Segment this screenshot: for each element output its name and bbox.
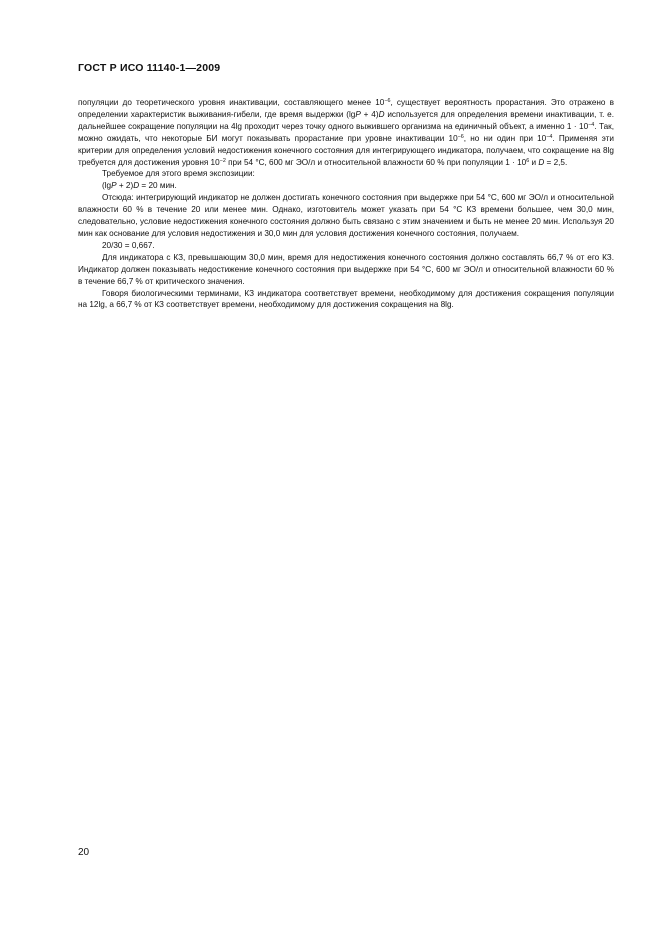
formula-ratio: 20/30 = 0,667. <box>102 240 155 250</box>
text-run: . Применяя эти критерии для определения условий недостижения конечного состояния для интегрирующего индикатора, получаем, что сокращение на 8lg требуется для достижения уровня 10 <box>78 133 614 167</box>
formula-variable: D <box>133 181 140 191</box>
text-run: + 2) <box>116 181 134 191</box>
exponent: 6 <box>526 157 530 164</box>
page-number: 20 <box>78 847 90 858</box>
text-run: = 20 мин. <box>139 181 177 191</box>
document-body <box>78 97 614 311</box>
text-run: = 2,5. <box>544 157 568 167</box>
formula-variable: D <box>538 157 545 167</box>
document-header: ГОСТ Р ИСО 11140-1—2009 <box>78 62 221 74</box>
paragraph-biological-terms: Говоря биологическими терминами, КЗ индикатора соответствует времени, необходимому для достижения сокращения популяции на 12lg, а 66,7 % от КЗ соответствует времени, необходимому для достижения сокращения на 8lg. <box>78 288 614 310</box>
formula-variable: P <box>111 181 117 191</box>
text-run: (lg <box>102 181 112 191</box>
text-run: , но ни один при 10 <box>463 133 547 143</box>
paragraph-continuation <box>78 97 614 168</box>
exponent: −6 <box>384 98 391 104</box>
text-run: при 54 °С, 600 мг ЭО/л и относительной влажности 60 % при популяции 1 · 10 <box>225 157 527 167</box>
paragraph-exposure-time: Требуемое для этого время экспозиции: <box>102 169 255 179</box>
exponent: −4 <box>546 133 553 140</box>
paragraph-indicator-requirement: Для индикатора с КЗ, превышающим 30,0 мин, время для недостижения конечного состояния должно составлять 66,7 % от его КЗ. Индикатор должен показывать недостижение конечного состояния при выдержке при 54 °С, 600 мг ЭО/л и относительной влажности 60 % в течение 66,7 % от критического значения. <box>78 252 614 286</box>
text-run: популяции до теоретического уровня инактивации, составляющего менее 10 <box>78 98 385 107</box>
text-run: . Так, можно ожидать, что некоторые БИ могут показывать прорастание при уровне инактивации 10 <box>78 121 614 143</box>
formula-variable: D <box>378 109 385 119</box>
text-run: , существует вероятность прорастания. Это отражено в определении характеристик выживания-гибели, где время выдержки (lg <box>78 98 614 119</box>
formula-variable: P <box>355 109 361 119</box>
text-run: используется для определения времени инактивации, т. е. дальнейшее сокращение популяции на 4lg проходит через точку одного выжившего организма на единичный объект, а именно 1 · 10 <box>78 109 615 131</box>
text-run: + 4) <box>360 109 379 119</box>
formula-exposure <box>78 180 614 192</box>
exponent: −6 <box>457 133 464 140</box>
exponent: −2 <box>219 157 226 164</box>
paragraph-conclusion: Отсюда: интегрирующий индикатор не должен достигать конечного состояния при выдержке при 54 °С, 600 мг ЭО/л и относительной влажности 60 % в течение 20 или менее мин. Однако, изготовитель может указать при 54 °С КЗ времени большее, чем 30,0 мин, следовательно, условие недостижения конечного состояния должно быть связано с этим значением и быть не менее 20 мин. Используя 20 мин как основание для условия недостижения и 30,0 мин для условия достижения конечного состояния, получаем. <box>78 193 614 238</box>
exponent: −4 <box>588 121 595 128</box>
text-run: и <box>529 157 539 167</box>
